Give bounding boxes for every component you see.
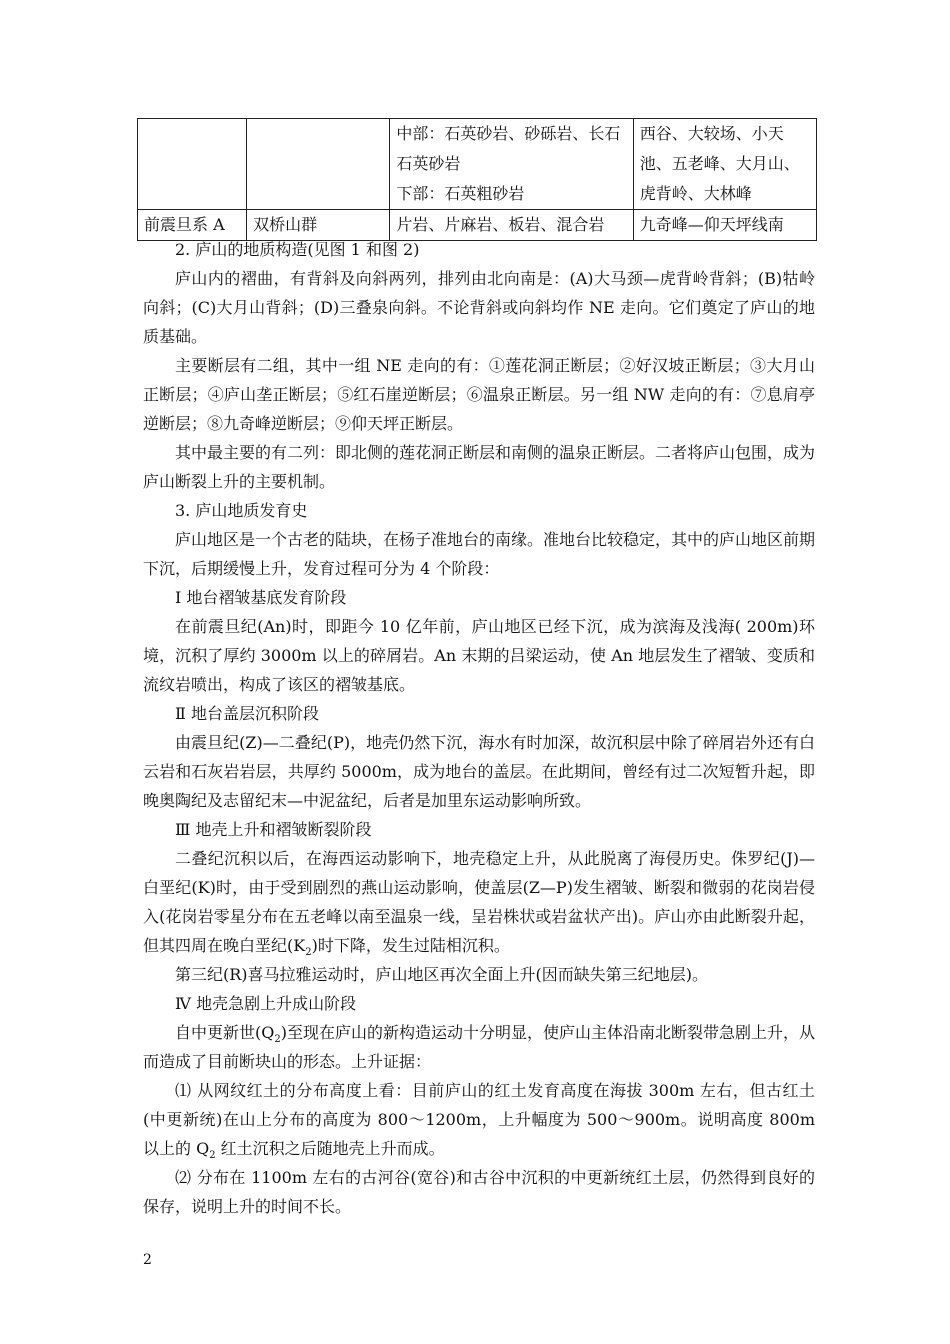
paragraph: 主要断层有二组，其中一组 NE 走向的有：①莲花洞正断层；②好汉坡正断层；③大月山正断层；④庐山垄正断层；⑤红石崖逆断层；⑥温泉正断层。另一组 NW 走向的有：⑦息肩亭逆断层；⑧九奇峰逆断层；⑨仰天坪正断层。	[143, 356, 815, 433]
cell-line: 片岩、片麻岩、板岩、混合岩	[396, 215, 605, 234]
paragraph: 在前震旦纪(An)时，即距今 10 亿年前，庐山地区已经下沉，成为滨海及浅海( 200m)环境，沉积了厚约 3000m 以上的碎屑岩。An 末期的吕梁运动，使 An 地层发生了褶皱、变质和流纹岩喷出，构成了该区的褶皱基底。	[143, 617, 815, 694]
paragraph: 庐山内的褶曲，有背斜及向斜两列，排列由北向南是：(A)大马颈—虎背岭背斜；(B)牯岭向斜；(C)大月山背斜；(D)三叠泉向斜。不论背斜或向斜均作 NE 走向。它们奠定了庐山的地质基础。	[143, 269, 815, 346]
stage-title: Ⅰ 地台褶皱基底发育阶段	[175, 588, 347, 607]
text-run: 二叠纪沉积以后，在海西运动影响下，地壳稳定上升，从此脱离了海侵历史。侏罗纪(J)—白垩纪(K)时，由于受到剧烈的燕山运动影响，使盖层(Z—P)发生褶皱、断裂和微弱的花岗岩侵入(花岗岩零星分布在五老峰以南至温泉一线，呈岩株状或岩盆状产出)。庐山亦由此断裂升起，但其四周在晚白垩纪(K	[143, 849, 815, 955]
cell-line: 下部：石英粗砂岩	[396, 184, 525, 203]
stage-title: Ⅲ 地壳上升和褶皱断裂阶段	[175, 820, 372, 839]
table-cell	[138, 119, 247, 210]
paragraph: 第三纪(R)喜马拉雅运动时，庐山地区再次全面上升(因而缺失第三纪地层)。	[175, 965, 709, 984]
paragraph	[143, 844, 815, 960]
subscript: 2	[305, 947, 312, 959]
evidence-item: ⑵ 分布在 1100m 左右的古河谷(宽谷)和古谷中沉积的中更新统红土层，仍然得到良好的保存，说明上升的时间不长。	[143, 1168, 815, 1216]
table-row	[138, 119, 817, 210]
table-cell	[390, 119, 633, 210]
stage-title: Ⅱ 地台盖层沉积阶段	[175, 704, 319, 723]
paragraph: 其中最主要的有二列：即北侧的莲花洞正断层和南侧的温泉正断层。二者将庐山包围，成为庐山断裂上升的主要机制。	[143, 443, 816, 491]
table-cell: 九奇峰—仰天坪线南	[633, 210, 816, 241]
cell-line: 中部：石英砂岩、砂砾岩、长石石英砂岩	[396, 124, 621, 173]
page-number: 2	[143, 1252, 152, 1268]
text-run: 红土沉积之后随地壳上升而成。	[215, 1139, 445, 1158]
body-text	[143, 235, 815, 1221]
table-cell: 西谷、大较场、小天池、五老峰、大月山、虎背岭、大林峰	[633, 119, 816, 210]
subscript: 2	[209, 1150, 216, 1162]
subscript: 2	[274, 1034, 281, 1046]
stage-title: Ⅳ 地壳急剧上升成山阶段	[175, 994, 357, 1013]
table-cell: 双桥山群	[247, 210, 390, 241]
paragraph: 庐山地区是一个古老的陆块，在杨子准地台的南缘。准地台比较稳定，其中的庐山地区前期下沉，后期缓慢上升，发育过程可分为 4 个阶段：	[143, 530, 816, 578]
section-heading: 2. 庐山的地质构造(见图 1 和图 2)	[175, 240, 420, 259]
paragraph: 由震旦纪(Z)—二叠纪(P)，地壳仍然下沉，海水有时加深，故沉积层中除了碎屑岩外还有白云岩和石灰岩岩层，共厚约 5000m，成为地台的盖层。在此期间，曾经有过二次短暂升起，即晚奥陶纪及志留纪末—中泥盆纪，后者是加里东运动影响所致。	[143, 733, 815, 810]
paragraph	[143, 1018, 815, 1076]
strata-table	[137, 118, 817, 241]
text-run: ⑴ 从网纹红土的分布高度上看：目前庐山的红土发育高度在海拔 300m 左右，但古红土(中更新统)在山上分布的高度为 800～1200m，上升幅度为 500～900m。说明高度 800m 以上的 Q	[143, 1081, 815, 1158]
text-run: )至现在庐山的新构造运动十分明显，使庐山主体沿南北断裂带急剧上升，从而造成了目前断块山的形态。上升证据：	[143, 1023, 815, 1071]
section-heading: 3. 庐山地质发育史	[175, 501, 308, 520]
table-cell	[247, 119, 390, 210]
evidence-item	[143, 1076, 815, 1163]
text-run: )时下降，发生过陆相沉积。	[311, 936, 510, 955]
table-cell: 前震旦系 A	[138, 210, 247, 241]
text-run: 自中更新世(Q	[175, 1023, 275, 1042]
